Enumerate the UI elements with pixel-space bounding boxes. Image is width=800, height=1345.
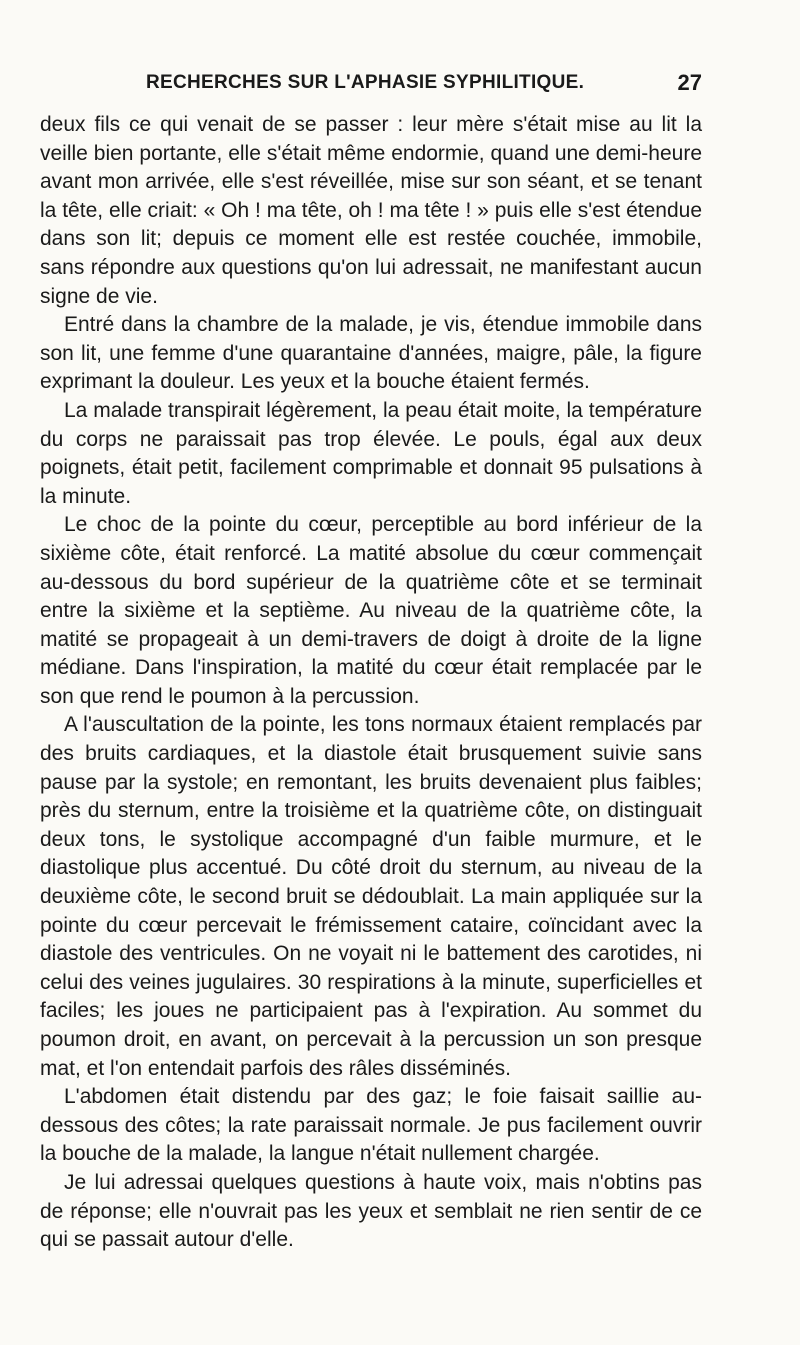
paragraph: L'abdomen était distendu par des gaz; le foie faisait saillie au-dessous des côtes; la rate paraissait normale. Je pus facilement ouvrir la bouche de la malade, la langue n'était nullement chargée. [40, 1085, 702, 1166]
running-title: RECHERCHES SUR L'APHASIE SYPHILITIQUE. [146, 72, 585, 93]
paragraph: Je lui adressai quelques questions à haute voix, mais n'obtins pas de réponse; elle n'ouvrait pas les yeux et semblait ne rien sentir de ce qui se passait autour d'elle. [40, 1170, 702, 1252]
paragraph: A l'auscultation de la pointe, les tons normaux étaient remplacés par des bruits cardiaques, et la diastole était brusquement suivie sans pause par la systole; en remontant, les bruits devenaient plus faibles; près du sternum, entre la troisième et la quatrième côte, on distinguait deux tons, le systolique accompagné d'un faible murmure, et le diastolique plus accentué. Du côté droit du sternum, au niveau de la deuxième côte, le second bruit se dédoublait. La main appliquée sur la pointe du cœur percevait le frémissement cataire, coïncidant avec la diastole des ventricules. On ne voyait ni le battement des carotides, ni celui des veines jugulaires. 30 respirations à la minute, superficielles et faciles; les joues ne participaient pas à l'expiration. Au sommet du poumon droit, en avant, on percevait à la percussion un son presque mat, et l'on entendait parfois des râles disséminés. [40, 713, 702, 1080]
paragraph: La malade transpirait légèrement, la peau était moite, la température du corps ne paraissait pas trop élevée. Le pouls, égal aux deux poignets, était petit, facilement comprimable et donnait 95 pulsations à la minute. [40, 398, 702, 508]
paragraph: Entré dans la chambre de la malade, je vis, étendue immobile dans son lit, une femme d'une quarantaine d'années, maigre, pâle, la figure exprimant la douleur. Les yeux et la bouche étaient fermés. [40, 313, 702, 394]
page-number: 27 [677, 70, 702, 95]
paragraph: Le choc de la pointe du cœur, perceptible au bord inférieur de la sixième côte, était renforcé. La matité absolue du cœur commençait au-dessous du bord supérieur de la quatrième côte et se terminait entre la sixième et la septième. Au niveau de la quatrième côte, la matité se propageait à un demi-travers de doigt à droite de la ligne médiane. Dans l'inspiration, la matité du cœur était remplacée par le son que rend le poumon à la percussion. [40, 513, 702, 708]
running-header [40, 72, 702, 104]
paragraph: deux fils ce qui venait de se passer : leur mère s'était mise au lit la veille bien portante, elle s'était même endormie, quand une demi-heure avant mon arrivée, elle s'est réveillée, mise sur son séant, et se tenant la tête, elle criait: « Oh ! ma tête, oh ! ma tête ! » puis elle s'est étendue dans son lit; depuis ce moment elle est restée couchée, immobile, sans répondre aux questions qu'on lui adressait, ne manifestant aucun signe de vie. [40, 113, 702, 308]
body-text [40, 111, 702, 1255]
